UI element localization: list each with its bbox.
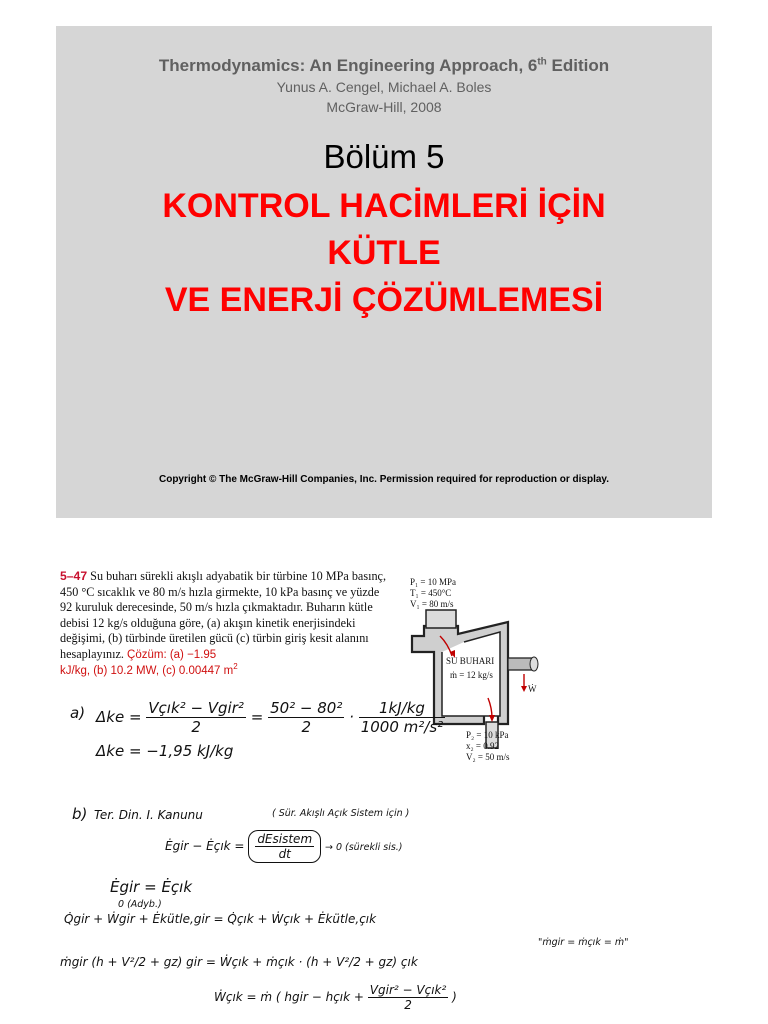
inlet-velocity: V₁ = 80 m/s — [410, 599, 454, 609]
ke-fraction-1: $\frac{\text{Vçık² − Vgir²}}{2}$ — [148, 699, 244, 736]
shaft-end — [530, 657, 538, 671]
energy-change-term: $\frac{\text{dEsistem}}{dt}$ — [248, 830, 321, 863]
part-a-result: Δke = −1,95 kJ/kg — [96, 742, 234, 760]
part-b-label: b) — [72, 805, 88, 823]
chapter-title: Bölüm 5 — [323, 138, 445, 175]
outlet-pressure: P₂ = 10 kPa — [466, 730, 509, 740]
velocity-term: $\frac{\text{Vgir² − Vçık²}}{2}$ — [369, 983, 447, 1012]
part-a-label: a) — [70, 704, 86, 722]
work-output-equation: Ẇçık = ṁ ( hgir − hçık + $\frac{\text{Vgir² − Vçık²}}{2}$ ) — [214, 983, 457, 1012]
inlet-pressure: P₁ = 10 MPa — [410, 577, 456, 587]
mass-balance-note: "ṁgir = ṁçık = ṁ" — [538, 937, 629, 948]
first-law-note: ( Sür. Akışlı Açık Sistem için ) — [272, 808, 410, 819]
topic-line-3: VE ENERJİ ÇÖZÜMLEMESİ — [164, 281, 604, 319]
publisher: McGraw-Hill, 2008 — [326, 99, 442, 115]
book-title: Thermodynamics: An Engineering Approach, 6th Edition — [158, 56, 610, 75]
energy-balance-enthalpy: ṁgir (h + V²/2 + gz) gir = Ẇçık + ṁçık · (h + V²/2 + gz) çık — [60, 955, 418, 969]
copyright-notice: Copyright © The McGraw-Hill Companies, Inc. Permission required for reproduction or display. — [158, 474, 610, 485]
problem-statement — [60, 569, 390, 663]
ke-fraction-2: $\frac{\text{50² − 80²}}{2}$ — [270, 699, 343, 736]
energy-in-equals-out: Ėgir = Ėçık — [110, 878, 193, 896]
answer-label: Çözüm: (a) −1.95 — [127, 648, 217, 661]
part-a-equation: Δke = $\frac{\text{Vçık² − Vgir²}}{2}$ = $\frac{\text{50² − 80²}}{2}$ · $\frac{1kJ/kg}{\text{1000 m²/s²}}$ — [96, 699, 444, 736]
answer-continuation: kJ/kg, (b) 10.2 MW, (c) 0.00447 $m^2$ — [60, 662, 238, 677]
energy-balance-expanded: Q̇gir + Ẇgir + Ėkütle,gir = Q̇çık + Ẇçık + Ėkütle,çık — [64, 912, 377, 926]
topic-line-2: KÜTLE — [327, 234, 441, 272]
fluid-label: SU BUHARI — [446, 656, 495, 666]
adiabatic-note: 0 (Adyb.) — [118, 899, 162, 910]
work-arrowhead — [521, 686, 527, 692]
work-label: Ẇ — [528, 684, 537, 694]
outlet-velocity: V₂ = 50 m/s — [466, 752, 510, 762]
authors: Yunus A. Cengel, Michael A. Boles — [276, 79, 492, 95]
problem-number: 5–47 — [60, 569, 88, 583]
mass-flow-rate: ṁ = 12 kg/s — [450, 670, 493, 680]
topic-line-1: KONTROL HACİMLERİ İÇİN — [162, 187, 606, 225]
inlet-temperature: T₁ = 450°C — [410, 588, 452, 598]
first-law-heading: Ter. Din. I. Kanunu — [94, 808, 203, 822]
outlet-arrowhead — [489, 715, 495, 722]
unit-conversion: $\frac{1kJ/kg}{\text{1000 m²/s²}}$ — [360, 699, 444, 736]
turbine-figure — [404, 574, 546, 770]
title-slide — [56, 26, 712, 518]
energy-balance-rate: Ėgir − Ėçık = $\frac{\text{dEsistem}}{dt}$ → 0 (sürekli sis.) — [165, 832, 403, 861]
inlet-pipe — [426, 610, 456, 628]
outlet-quality: x₂ = 0.92 — [466, 741, 499, 751]
problem-text: Su buharı sürekli akışlı adyabatik bir türbine 10 MPa basınç, 450 °C sıcaklık ve 80 m/s hızla girmekte, 10 kPa basınç ve yüzde 92 kuruluk derecesinde, 50 m/s hızla çıkmaktadır. Buharın kütle debisi 12 kg/s olduğuna göre, (a) akışın kinetik enerjisindeki değişimi, (b) türbinde üretilen gücü (c) türbin giriş kesit alanını hesaplayınız. — [60, 569, 387, 661]
